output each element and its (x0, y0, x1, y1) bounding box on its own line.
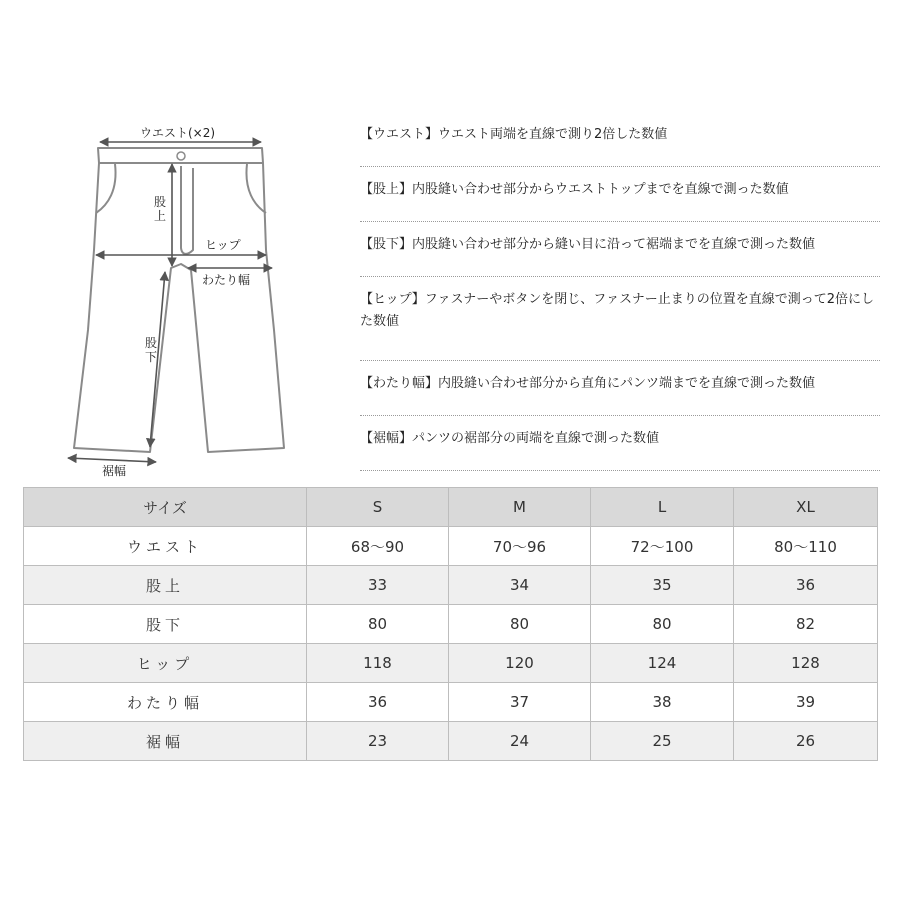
definition-term: 【わたり幅】 (360, 376, 439, 391)
definition-text: 内股縫い合わせ部分から縫い目に沿って裾端までを直線で測った数値 (412, 237, 816, 252)
header-xl: XL (734, 488, 878, 527)
definition-hem (360, 416, 880, 471)
table-cell: 124 (591, 644, 734, 683)
definition-inseam (360, 222, 880, 277)
table-cell: 72～100 (591, 527, 734, 566)
table-cell: 39 (734, 683, 878, 722)
table-cell: 25 (591, 722, 734, 761)
row-label: わたり幅 (24, 683, 307, 722)
definition-term: 【股上】 (360, 182, 413, 197)
table-cell: 120 (449, 644, 591, 683)
table-row (24, 605, 878, 644)
definition-hip (360, 277, 880, 361)
table-header-row (24, 488, 878, 527)
definition-term: 【ウエスト】 (360, 127, 439, 142)
table-row (24, 722, 878, 761)
table-row (24, 566, 878, 605)
table-cell: 36 (307, 683, 449, 722)
header-m: M (449, 488, 591, 527)
row-label: 股下 (24, 605, 307, 644)
definition-term: 【股下】 (360, 237, 413, 252)
table-cell: 34 (449, 566, 591, 605)
definition-rise (360, 167, 880, 222)
table-cell: 118 (307, 644, 449, 683)
row-label: ヒップ (24, 644, 307, 683)
definition-text: パンツの裾部分の両端を直線で測った数値 (412, 431, 660, 446)
table-cell: 128 (734, 644, 878, 683)
table-cell: 38 (591, 683, 734, 722)
definition-term: 【ヒップ】 (360, 292, 425, 307)
inseam-label: 股下 (144, 336, 157, 364)
definition-term: 【裾幅】 (360, 431, 413, 446)
definition-text: 内股縫い合わせ部分から直角にパンツ端までを直線で測った数値 (438, 376, 816, 391)
table-row (24, 644, 878, 683)
row-label: 裾幅 (24, 722, 307, 761)
definition-text: ウエスト両端を直線で測り2倍した数値 (438, 127, 668, 142)
table-cell: 35 (591, 566, 734, 605)
table-cell: 80 (591, 605, 734, 644)
definition-waist (360, 112, 880, 167)
row-label: ウエスト (24, 527, 307, 566)
table-cell: 36 (734, 566, 878, 605)
table-cell: 33 (307, 566, 449, 605)
row-label: 股上 (24, 566, 307, 605)
table-cell: 23 (307, 722, 449, 761)
pants-measurement-diagram (0, 0, 360, 480)
header-l: L (591, 488, 734, 527)
header-size: サイズ (24, 488, 307, 527)
table-cell: 80 (307, 605, 449, 644)
table-cell: 82 (734, 605, 878, 644)
definition-text: 内股縫い合わせ部分からウエストトップまでを直線で測った数値 (412, 182, 789, 197)
size-chart-table (23, 487, 878, 761)
table-row (24, 527, 878, 566)
hip-label: ヒップ (205, 238, 241, 252)
header-s: S (307, 488, 449, 527)
waist-label: ウエスト(×2) (140, 126, 216, 140)
table-cell: 70～96 (449, 527, 591, 566)
table-cell: 26 (734, 722, 878, 761)
table-cell: 80 (449, 605, 591, 644)
table-row (24, 683, 878, 722)
pants-illustration (0, 0, 360, 480)
thigh-label: わたり幅 (202, 273, 251, 287)
table-cell: 24 (449, 722, 591, 761)
table-cell: 37 (449, 683, 591, 722)
definition-thigh (360, 361, 880, 416)
table-cell: 68～90 (307, 527, 449, 566)
rise-label: 股上 (153, 195, 166, 223)
measurement-definitions (360, 112, 880, 471)
hem-label: 裾幅 (102, 464, 127, 478)
table-cell: 80～110 (734, 527, 878, 566)
definition-text: ファスナーやボタンを閉じ、ファスナー止まりの位置を直線で測って2倍にした数値 (360, 292, 874, 329)
